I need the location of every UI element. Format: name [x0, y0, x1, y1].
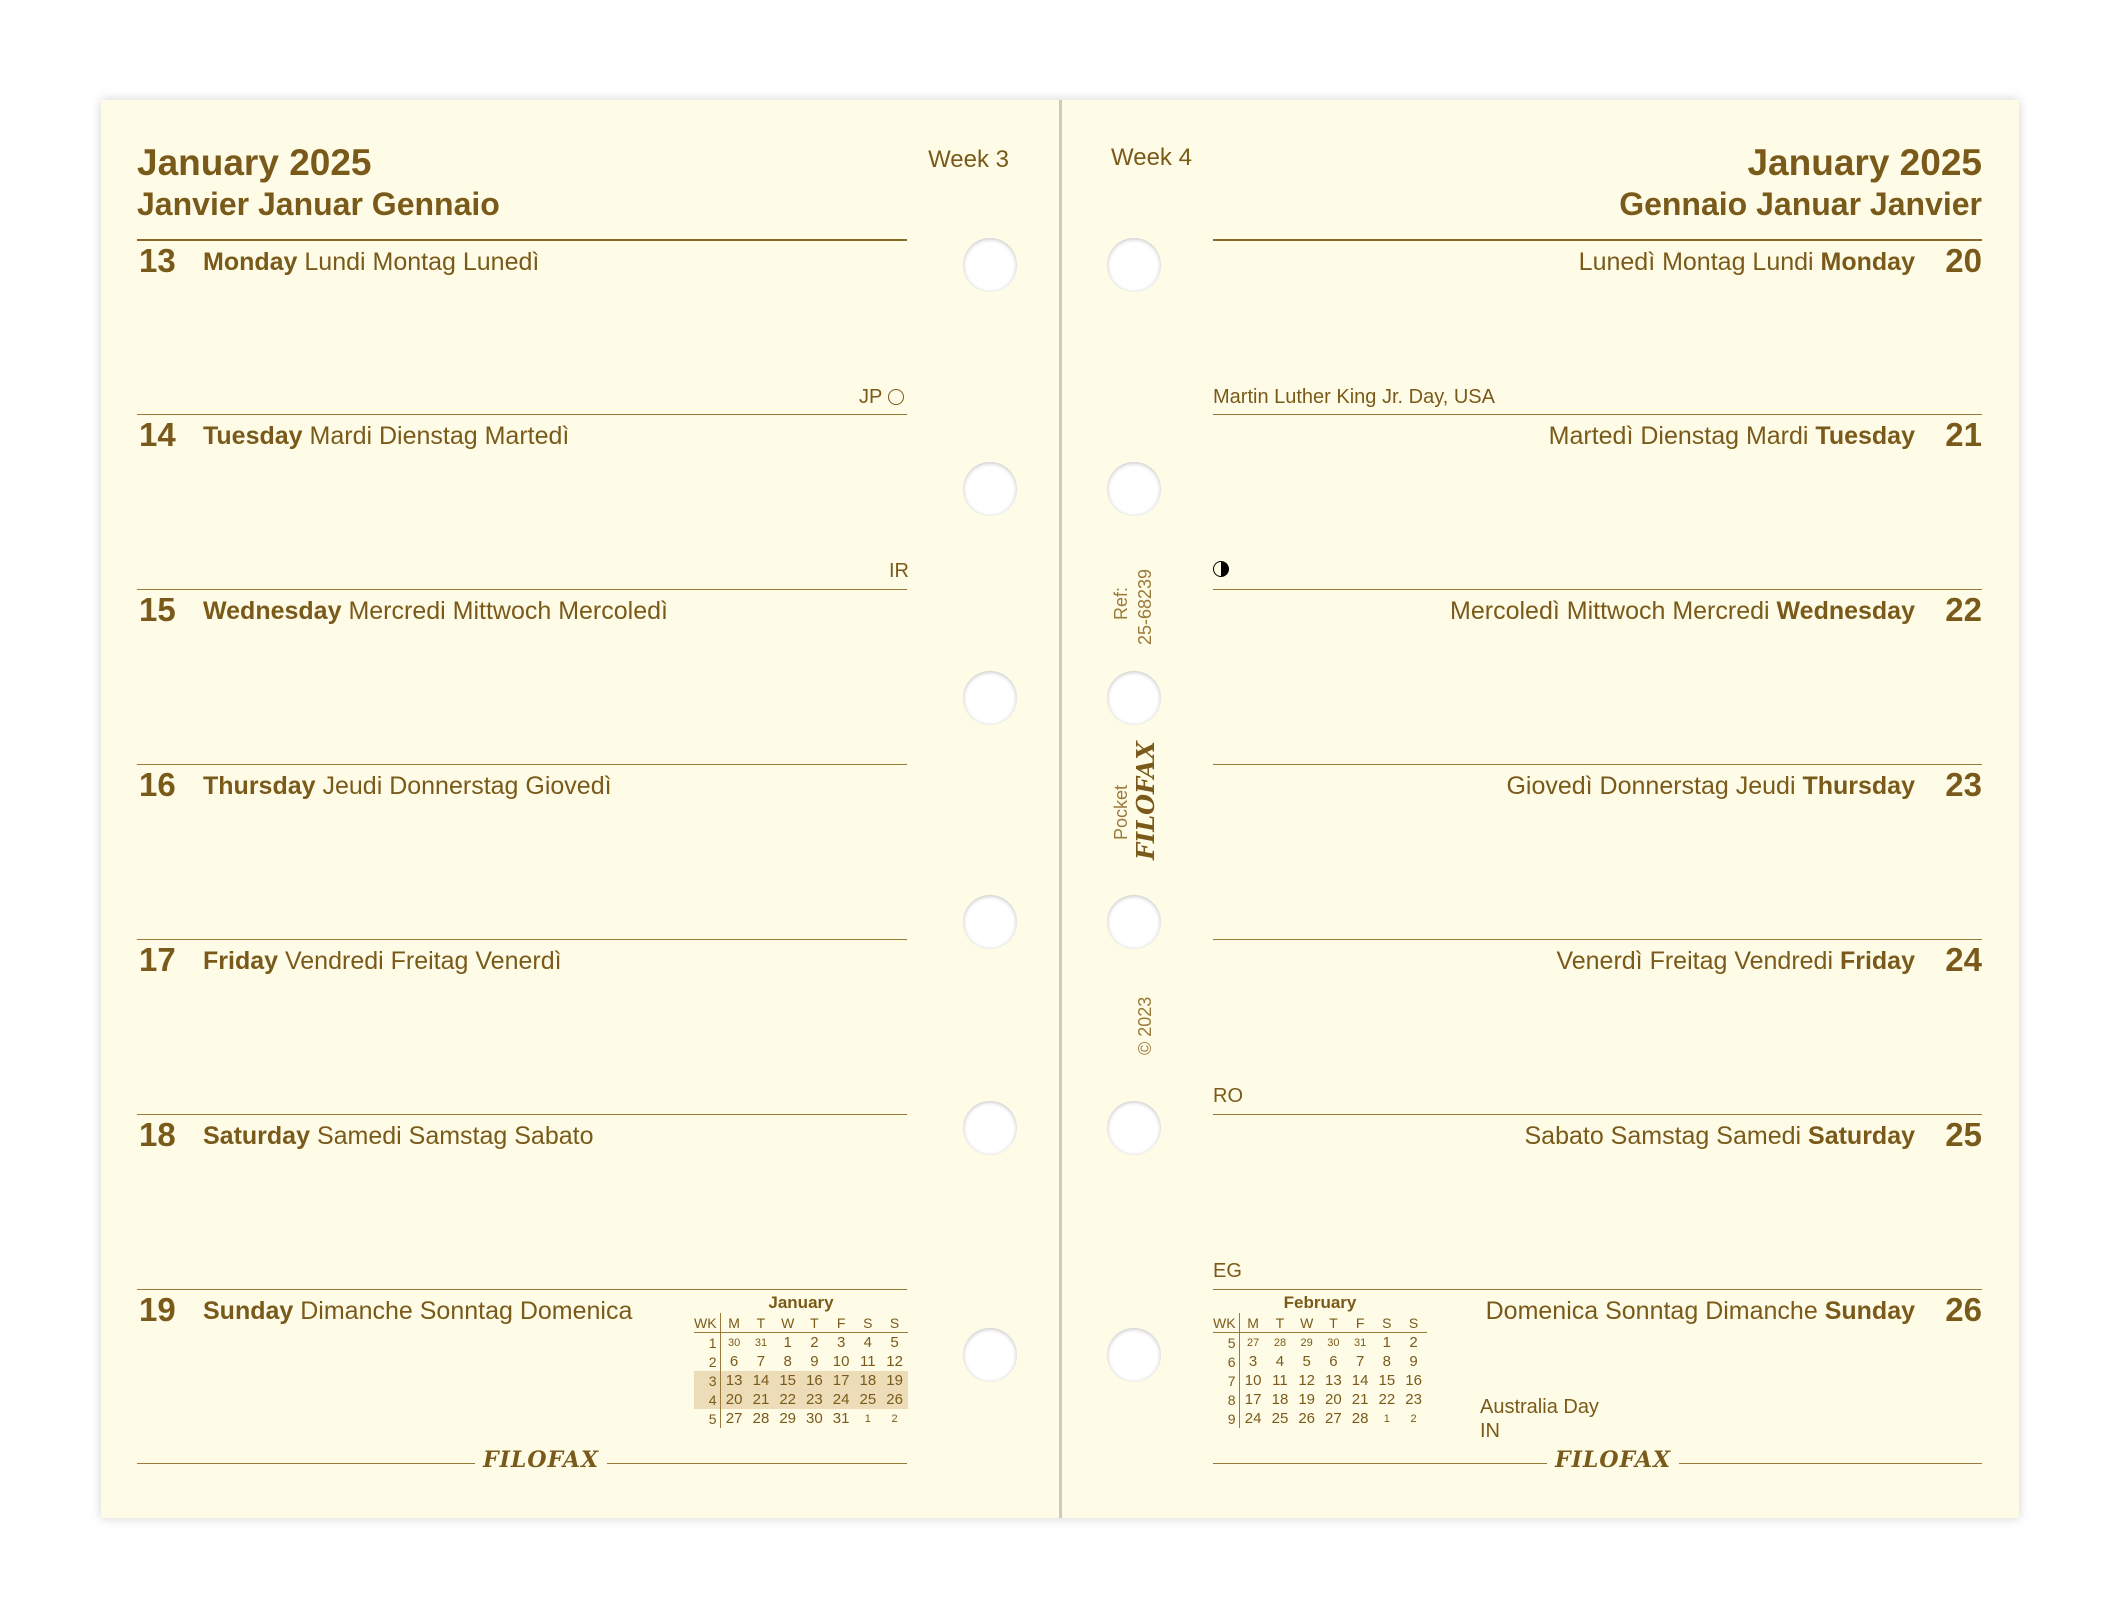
mini-calendar-january	[694, 1293, 908, 1428]
week-number: 1	[694, 1333, 720, 1353]
calendar-week-row	[1213, 1390, 1427, 1409]
calendar-day: 5	[890, 1334, 899, 1351]
punch-hole	[1107, 1101, 1161, 1155]
wk-header: WK	[694, 1313, 720, 1333]
holiday-australia-day: Australia Day	[1480, 1396, 1599, 1418]
mini-calendar-february	[1213, 1293, 1427, 1428]
calendar-day: 22	[774, 1390, 801, 1409]
calendar-week-row-current	[694, 1371, 908, 1390]
calendar-day: 31	[832, 1410, 850, 1427]
calendar-day: 23	[1405, 1391, 1422, 1408]
weekday-header: F	[828, 1313, 855, 1333]
calendar-day: 11	[860, 1353, 876, 1370]
copyright-label: © 2023	[1135, 996, 1155, 1055]
day-divider	[1213, 1114, 1982, 1115]
day-divider	[137, 589, 907, 590]
calendar-day: 5	[1302, 1353, 1311, 1370]
day-number: 24	[1945, 941, 1982, 978]
week-number: 6	[1213, 1352, 1239, 1371]
calendar-day: 25	[854, 1390, 881, 1409]
day-divider	[1213, 1289, 1982, 1290]
country-code-eg: EG	[1213, 1260, 1242, 1282]
punch-hole	[963, 1101, 1017, 1155]
holiday-mlk: Martin Luther King Jr. Day, USA	[1213, 386, 1495, 408]
day-number: 20	[1945, 242, 1982, 279]
calendar-day: 15	[1378, 1372, 1396, 1389]
calendar-week-row	[694, 1409, 908, 1428]
punch-hole	[1107, 238, 1161, 292]
day-name: Monday Lundi Montag Lunedì	[203, 248, 540, 276]
day-divider	[137, 1289, 907, 1290]
weekday-header: F	[1347, 1313, 1374, 1333]
day-name: Wednesday Mercredi Mittwoch Mercoledì	[203, 597, 668, 625]
day-number: 16	[139, 766, 176, 803]
calendar-day: 24	[1244, 1410, 1262, 1427]
weekday-header: S	[881, 1313, 908, 1333]
calendar-day: 2	[1409, 1334, 1418, 1351]
ref-number: 25-68239	[1135, 568, 1155, 645]
punch-hole	[1107, 671, 1161, 725]
week-number: 9	[1213, 1409, 1239, 1428]
punch-hole	[963, 238, 1017, 292]
week-number: 8	[1213, 1390, 1239, 1409]
week-number: 5	[1213, 1333, 1239, 1353]
calendar-day: 6	[729, 1353, 739, 1370]
punch-hole	[1107, 462, 1161, 516]
calendar-day: 31	[1353, 1336, 1367, 1349]
day-name: Sabato Samstag Samedi Saturday	[1524, 1122, 1915, 1150]
calendar-week-row	[1213, 1371, 1427, 1390]
mini-calendar-title: February	[1283, 1293, 1357, 1312]
day-divider	[137, 939, 907, 940]
calendar-day: 18	[1271, 1391, 1289, 1408]
calendar-day: 27	[1246, 1336, 1260, 1349]
country-code-in: IN	[1480, 1420, 1500, 1442]
day-number: 18	[139, 1116, 176, 1153]
calendar-day: 26	[881, 1390, 908, 1409]
day-name: Thursday Jeudi Donnerstag Giovedì	[203, 772, 612, 800]
day-name: Saturday Samedi Samstag Sabato	[203, 1122, 594, 1150]
calendar-day: 30	[1327, 1336, 1340, 1349]
day-name: Tuesday Mardi Dienstag Martedì	[203, 422, 570, 450]
full-moon-icon	[888, 389, 904, 405]
last-quarter-moon-icon	[1213, 561, 1229, 577]
calendar-day: 7	[1355, 1353, 1365, 1370]
calendar-week-row	[1213, 1333, 1427, 1353]
calendar-day: 13	[1325, 1372, 1342, 1389]
calendar-day: 29	[1300, 1336, 1313, 1349]
day-number: 17	[139, 941, 176, 978]
calendar-day: 27	[725, 1410, 743, 1427]
day-number: 15	[139, 591, 176, 628]
day-divider	[1213, 414, 1982, 415]
calendar-day: 27	[1325, 1410, 1342, 1427]
day-divider	[137, 764, 907, 765]
calendar-day: 30	[727, 1336, 741, 1349]
calendar-day: 2	[891, 1412, 898, 1425]
calendar-day: 9	[1409, 1353, 1418, 1370]
calendar-week-row	[1213, 1409, 1427, 1428]
calendar-week-row	[1213, 1352, 1427, 1371]
weekday-header: S	[1400, 1313, 1427, 1333]
left-month-title: January 2025	[137, 142, 372, 183]
day-name: Venerdì Freitag Vendredi Friday	[1556, 947, 1915, 975]
day-name: Giovedì Donnerstag Jeudi Thursday	[1506, 772, 1915, 800]
calendar-day: 14	[748, 1371, 775, 1390]
filofax-logo: FILOFAX	[475, 1447, 607, 1473]
country-code-ro: RO	[1213, 1085, 1243, 1107]
day-name: Friday Vendredi Freitag Venerdì	[203, 947, 562, 975]
left-week-label: Week 3	[928, 146, 1009, 173]
day-number: 19	[139, 1291, 176, 1328]
weekday-header: T	[1267, 1313, 1294, 1333]
calendar-day: 30	[806, 1410, 823, 1427]
left-page	[101, 100, 1059, 1518]
calendar-day: 2	[810, 1334, 819, 1351]
day-number: 23	[1945, 766, 1982, 803]
calendar-day: 1	[1382, 1334, 1391, 1351]
calendar-day: 14	[1351, 1372, 1369, 1389]
calendar-day: 12	[886, 1353, 903, 1370]
punch-hole	[1107, 895, 1161, 949]
day-number: 26	[1945, 1291, 1982, 1328]
day-name: Domenica Sonntag Dimanche Sunday	[1485, 1297, 1915, 1325]
country-code-jp: JP	[859, 386, 904, 409]
calendar-day: 4	[1275, 1353, 1285, 1370]
day-name: Sunday Dimanche Sonntag Domenica	[203, 1297, 633, 1325]
calendar-day: 17	[1244, 1391, 1262, 1408]
calendar-day: 21	[748, 1390, 775, 1409]
left-month-subtitle: Janvier Januar Gennaio	[137, 186, 500, 222]
calendar-day: 23	[801, 1390, 828, 1409]
punch-hole	[963, 671, 1017, 725]
weekday-header: S	[854, 1313, 881, 1333]
calendar-day: 26	[1298, 1410, 1316, 1427]
calendar-day: 16	[801, 1371, 828, 1390]
calendar-day: 24	[828, 1390, 855, 1409]
calendar-week-row	[694, 1333, 908, 1353]
calendar-day: 8	[783, 1353, 792, 1370]
calendar-day: 13	[720, 1371, 748, 1390]
calendar-day: 3	[836, 1334, 846, 1351]
weekday-header: T	[1320, 1313, 1347, 1333]
calendar-day: 16	[1405, 1372, 1422, 1389]
weekday-header: M	[720, 1313, 748, 1333]
spine-brand-logo: FILOFAX	[1131, 741, 1160, 860]
calendar-day: 28	[752, 1410, 770, 1427]
day-divider	[137, 239, 907, 241]
day-number: 25	[1945, 1116, 1982, 1153]
calendar-day: 19	[1298, 1391, 1316, 1408]
calendar-day: 3	[1248, 1353, 1258, 1370]
punch-hole	[963, 462, 1017, 516]
punch-hole	[963, 1328, 1017, 1382]
day-number: 13	[139, 242, 176, 279]
calendar-day: 1	[1383, 1412, 1390, 1425]
weekday-header: W	[1293, 1313, 1320, 1333]
week-number: 7	[1213, 1371, 1239, 1390]
right-month-subtitle: Gennaio Januar Janvier	[1619, 186, 1982, 222]
calendar-week-row	[694, 1352, 908, 1371]
calendar-day: 9	[810, 1353, 819, 1370]
punch-hole	[963, 895, 1017, 949]
calendar-day: 20	[1325, 1391, 1342, 1408]
right-month-title: January 2025	[1747, 142, 1982, 183]
day-divider	[1213, 239, 1982, 241]
weekday-header: T	[801, 1313, 828, 1333]
filofax-logo: FILOFAX	[1547, 1447, 1679, 1473]
calendar-day: 4	[863, 1334, 872, 1351]
right-week-label: Week 4	[1111, 144, 1192, 171]
calendar-day: 31	[754, 1336, 768, 1349]
calendar-day: 22	[1378, 1391, 1396, 1408]
weekday-header: S	[1373, 1313, 1400, 1333]
week-number: 3	[694, 1371, 720, 1390]
day-name: Mercoledì Mittwoch Mercredi Wednesday	[1450, 597, 1915, 625]
day-number: 14	[139, 416, 176, 453]
calendar-day: 29	[779, 1410, 797, 1427]
moon-phase	[1213, 560, 1229, 583]
day-divider	[137, 414, 907, 415]
right-page	[1059, 100, 2019, 1518]
day-divider	[1213, 764, 1982, 765]
week-number: 2	[694, 1352, 720, 1371]
week-number: 4	[694, 1390, 720, 1409]
calendar-day: 15	[774, 1371, 801, 1390]
calendar-day: 25	[1271, 1410, 1289, 1427]
day-divider	[1213, 589, 1982, 590]
weekday-header: W	[774, 1313, 801, 1333]
calendar-day: 28	[1351, 1410, 1369, 1427]
calendar-day: 17	[828, 1371, 855, 1390]
calendar-day: 8	[1382, 1353, 1391, 1370]
ref-label: Ref:	[1111, 586, 1131, 620]
week-number: 5	[694, 1409, 720, 1428]
calendar-day: 6	[1329, 1353, 1338, 1370]
diary-spread	[101, 100, 2019, 1518]
mini-calendar-title: January	[768, 1293, 834, 1312]
day-number: 21	[1945, 416, 1982, 453]
calendar-day: 20	[720, 1390, 748, 1409]
calendar-day: 1	[864, 1412, 871, 1425]
calendar-day: 21	[1351, 1391, 1369, 1408]
calendar-day: 1	[783, 1334, 792, 1351]
country-code-ir: IR	[889, 560, 909, 582]
punch-hole	[1107, 1328, 1161, 1382]
calendar-day: 28	[1273, 1336, 1287, 1349]
pocket-label: Pocket	[1111, 784, 1131, 840]
day-name: Lunedì Montag Lundi Monday	[1578, 248, 1915, 276]
calendar-day: 11	[1272, 1372, 1288, 1389]
day-number: 22	[1945, 591, 1982, 628]
calendar-day: 10	[832, 1353, 850, 1370]
calendar-day: 19	[881, 1371, 908, 1390]
day-divider	[1213, 939, 1982, 940]
weekday-header: T	[748, 1313, 775, 1333]
calendar-day: 12	[1298, 1372, 1316, 1389]
calendar-day: 7	[756, 1353, 766, 1370]
calendar-day: 2	[1410, 1412, 1417, 1425]
wk-header: WK	[1213, 1313, 1239, 1333]
calendar-day: 18	[854, 1371, 881, 1390]
day-name: Martedì Dienstag Mardi Tuesday	[1548, 422, 1915, 450]
calendar-week-row-next	[694, 1390, 908, 1409]
weekday-header: M	[1239, 1313, 1267, 1333]
day-divider	[137, 1114, 907, 1115]
calendar-day: 10	[1244, 1372, 1262, 1389]
